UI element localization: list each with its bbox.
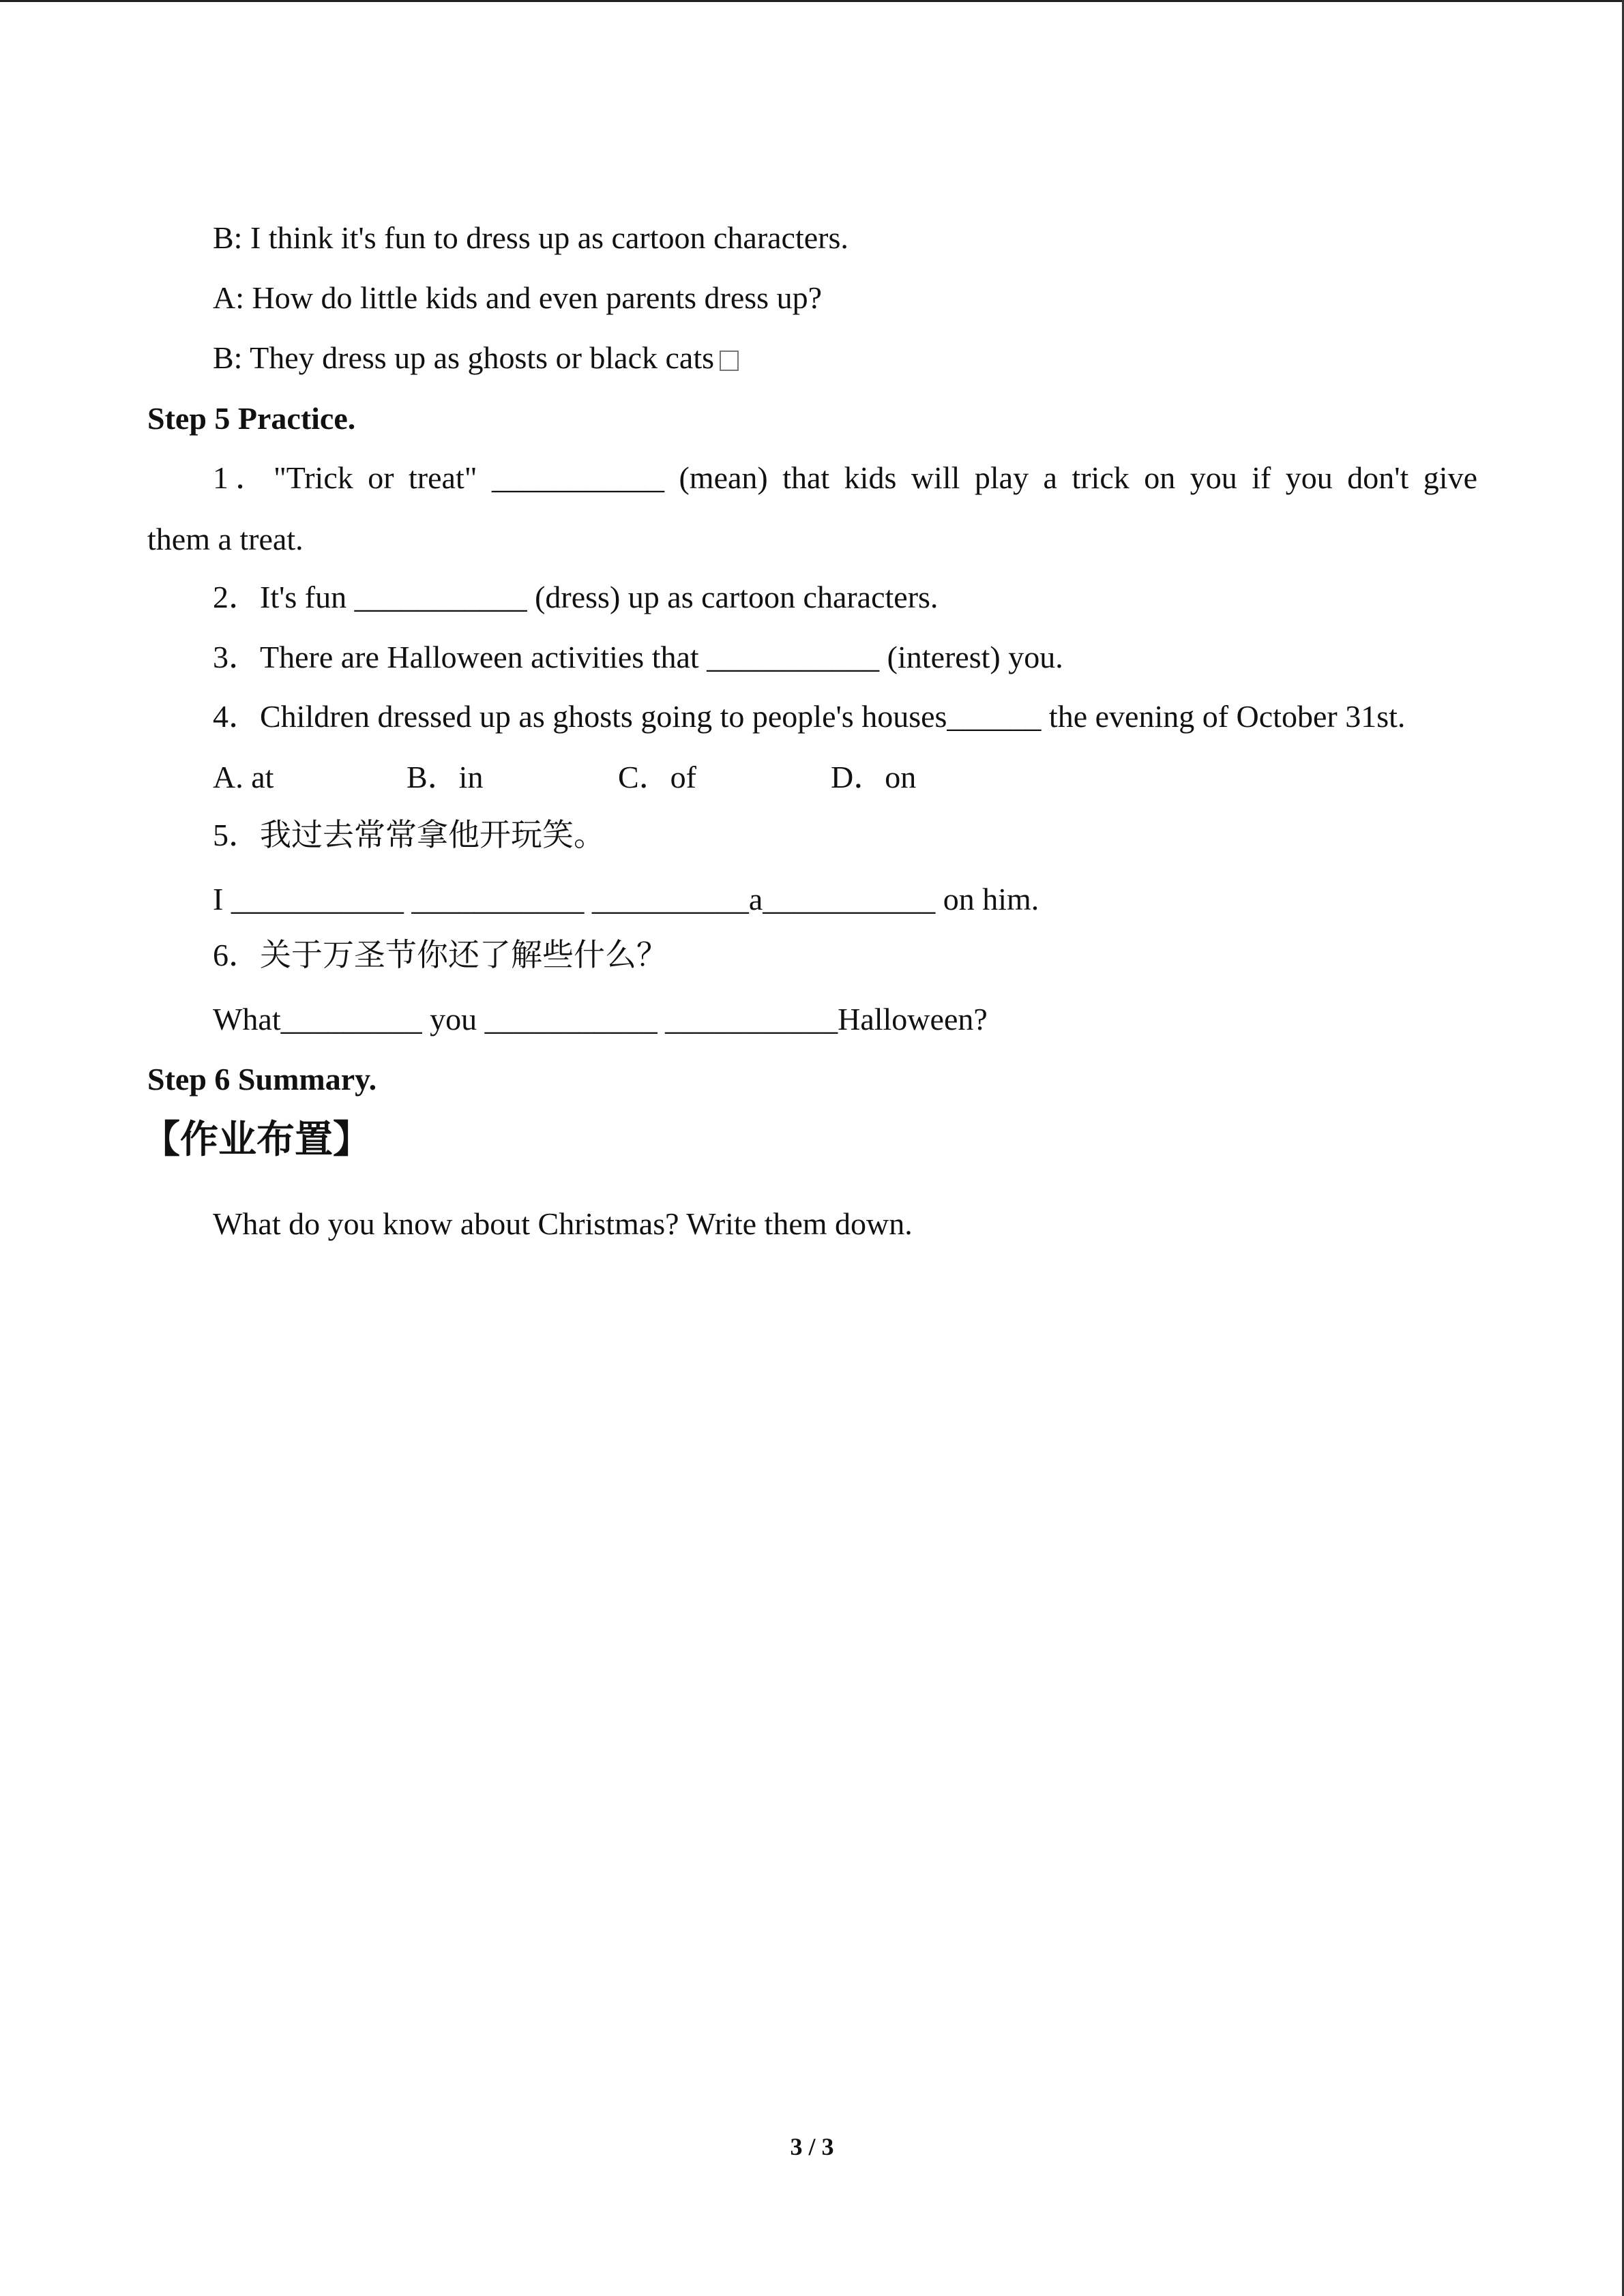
question-3: 3．There are Halloween activities that ___________ (interest) you. — [213, 640, 1063, 674]
option-d: D．on — [831, 760, 917, 794]
step5-heading: Step 5 Practice. — [147, 401, 356, 436]
question-1-line-1: 1．"Trick or treat" ___________ (mean) that kids will play a trick on you if you don't give — [213, 460, 1477, 495]
dialogue-line-3 — [213, 338, 739, 378]
question-6-english: What_________ you ___________ ___________Halloween? — [213, 1002, 988, 1037]
homework-text: What do you know about Christmas? Write them down. — [213, 1206, 913, 1241]
option-c: C．of — [618, 760, 696, 794]
question-1-line-2: them a treat. — [147, 522, 304, 556]
homework-heading: 【作业布置】 — [142, 1118, 371, 1162]
dialogue-line-2: A: How do little kids and even parents dress up? — [213, 280, 822, 315]
question-6-chinese: 6．关于万圣节你还了解些什么？ — [213, 938, 668, 972]
page-top-border — [0, 0, 1624, 2]
question-2: 2．It's fun ___________ (dress) up as cartoon characters. — [213, 580, 939, 614]
question-5-english: I ___________ ___________ __________a___________ on him. — [213, 882, 1039, 916]
step6-heading: Step 6 Summary. — [147, 1062, 377, 1097]
option-b: B．in — [407, 760, 484, 794]
dialogue-line-1: B: I think it's fun to dress up as cartoon characters. — [213, 220, 848, 255]
question-4: 4．Children dressed up as ghosts going to people's houses______ the evening of October 31st. — [213, 699, 1406, 734]
missing-glyph-box — [720, 351, 739, 371]
option-a: A. at — [213, 760, 274, 794]
question-5-chinese: 5．我过去常常拿他开玩笑。 — [213, 818, 605, 852]
page-number: 3 / 3 — [790, 2133, 834, 2160]
dialogue-line-3-text: B: They dress up as ghosts or black cats — [213, 340, 715, 375]
